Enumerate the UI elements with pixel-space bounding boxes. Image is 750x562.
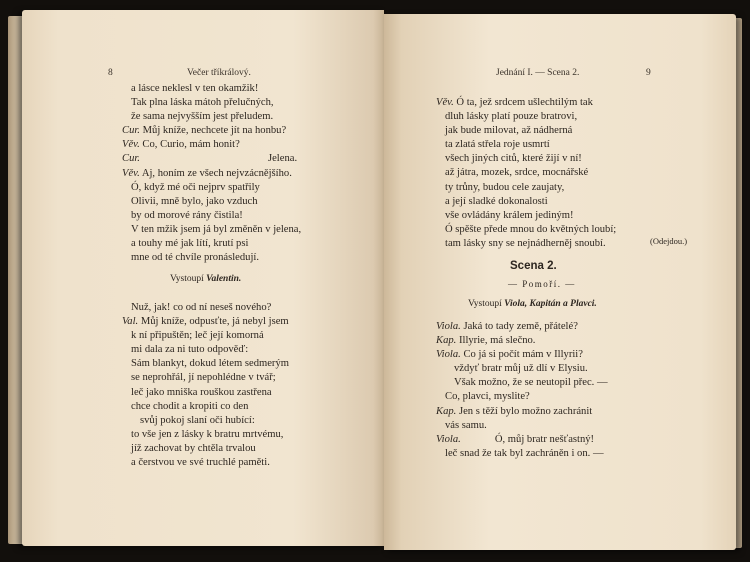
- left-running-title: Večer tříkrálový.: [187, 68, 251, 78]
- verse-line: V ten mžik jsem já byl změněn v jelena,: [131, 223, 302, 235]
- exit-direction: (Odejdou.): [650, 236, 688, 246]
- speaker-name: Val.: [122, 316, 139, 328]
- speaker-name: Věv.: [122, 139, 140, 151]
- right-page-number: 9: [646, 68, 651, 78]
- left-verse-block-1: [122, 82, 301, 265]
- verse-line: Kap. Jen s těží bylo možno zachránit: [436, 405, 593, 417]
- verse-line: všech jiných citů, které žijí v ní!: [445, 153, 582, 165]
- verse-line: svůj pokoj slaní oči hubící:: [140, 414, 255, 426]
- stage-direction: Vystoupí Valentin.: [170, 274, 242, 284]
- character-names: Viola, Kapitán a Plavci.: [504, 299, 597, 309]
- speaker-name: Cur.: [122, 153, 140, 165]
- left-page-number: 8: [108, 68, 113, 78]
- verse-line: Ó spěšte přede mnou do květných loubí;: [445, 223, 617, 235]
- verse-line: Cur. Můj kníže, nechcete jít na honbu?: [122, 125, 287, 137]
- verse-line: by od morové rány čistila!: [131, 209, 243, 221]
- verse-line: mi dala za ni tuto odpověď:: [131, 344, 249, 356]
- verse-line: Věv. Co, Curio, mám honit?: [122, 139, 240, 151]
- verse-line: jíž zachovat by chtěla trvalou: [131, 442, 256, 454]
- verse-line: Olivii, mně bylo, jako vzduch: [131, 195, 258, 207]
- left-page: [22, 10, 384, 546]
- verse-line: ta zlatá střela roje usmrtí: [445, 139, 550, 151]
- verse-line: leč jako mniška rouškou zastřena: [131, 386, 272, 398]
- speaker-name: Viola.: [436, 349, 461, 361]
- verse-line: že sama nejvyšším jest přeludem.: [131, 111, 274, 123]
- verse-line: Věv. Aj, honím ze všech nejvzácnějšího.: [122, 167, 292, 179]
- verse-line: Co, plavci, myslite?: [445, 391, 530, 403]
- verse-line: Tak plna láska mátoh přelučných,: [131, 97, 274, 109]
- verse-line: dluh lásky platí pouze bratrovi,: [445, 111, 578, 123]
- speaker-name: Kap.: [436, 405, 457, 417]
- scene-title: Scena 2.: [510, 260, 557, 272]
- verse-line: Sám blankyt, dokud létem sedmerým: [131, 358, 289, 370]
- character-name: Valentin.: [206, 274, 242, 284]
- verse-line: Cur. Jelena.: [122, 153, 298, 165]
- verse-line: vše ovládány králem jediným!: [445, 209, 574, 221]
- verse-line: to vše jen z lásky k bratru mrtvému,: [131, 428, 284, 440]
- right-page: [384, 14, 736, 550]
- verse-line: a čerstvou ve své truchlé paměti.: [131, 457, 270, 469]
- verse-line: se neprohřál, jí nepohlédne v tvář;: [131, 372, 276, 384]
- verse-line: Ó, když mé oči nejprv spatřily: [131, 181, 260, 193]
- verse-line: Však možno, že se neutopil přec. —: [454, 377, 608, 389]
- verse-line: a lásce neklesl v ten okamžik!: [131, 83, 259, 94]
- verse-line: Viola. Ó, můj bratr nešťastný!: [436, 433, 595, 445]
- verse-line: mne od té chvíle pronásledují.: [131, 252, 259, 264]
- speaker-name: Viola.: [436, 321, 461, 332]
- verse-line: tam lásky sny se nejnádherněj snoubí.: [445, 237, 606, 249]
- verse-line: k ní připuštěn; leč její komorná: [131, 330, 264, 342]
- speaker-name: Věv.: [122, 167, 140, 179]
- verse-line: chce chodit a kropiti co den: [131, 400, 249, 412]
- scene-location: — Pomoří. —: [508, 279, 576, 289]
- verse-line: ty trůny, budou cele zaujaty,: [445, 181, 565, 193]
- verse-line: Val. Můj kníže, odpusťte, já nebyl jsem: [122, 316, 289, 328]
- verse-line: a touhy mé jak lítí, krutí psi: [131, 238, 249, 250]
- speaker-name: Cur.: [122, 125, 140, 137]
- verse-line: Nuž, jak! co od ní neseš nového?: [131, 302, 272, 313]
- stage-direction: Vystoupí Viola, Kapitán a Plavci.: [468, 299, 597, 309]
- verse-line: a její sladké dokonalosti: [445, 195, 548, 207]
- speaker-name: Viola.: [436, 433, 461, 445]
- verse-line: jak bude milovat, až nádherná: [445, 125, 573, 137]
- right-verse-block-1: [436, 96, 616, 251]
- verse-line: Kap. Illyrie, má slečno.: [436, 335, 536, 347]
- verse-line: leč snad že tak byl zachráněn i on. —: [445, 447, 604, 459]
- right-verse-block-2: [436, 320, 608, 461]
- speaker-name: Kap.: [436, 335, 457, 347]
- speaker-name: Věv.: [436, 97, 454, 108]
- verse-line: Věv. Ó ta, jež srdcem ušlechtilým tak: [436, 97, 593, 108]
- right-running-title: Jednání I. — Scena 2.: [496, 68, 580, 78]
- verse-line: až játra, mozek, srdce, mocnářské: [445, 167, 589, 179]
- verse-line: vždyť bratr můj už dlí v Elysiu.: [454, 363, 588, 375]
- left-verse-block-2: [122, 301, 289, 470]
- verse-line: Viola. Jaká to tady země, přátelé?: [436, 321, 578, 332]
- verse-line: vás samu.: [445, 419, 487, 431]
- verse-line: Viola. Co já si počít mám v Illyrii?: [436, 349, 583, 361]
